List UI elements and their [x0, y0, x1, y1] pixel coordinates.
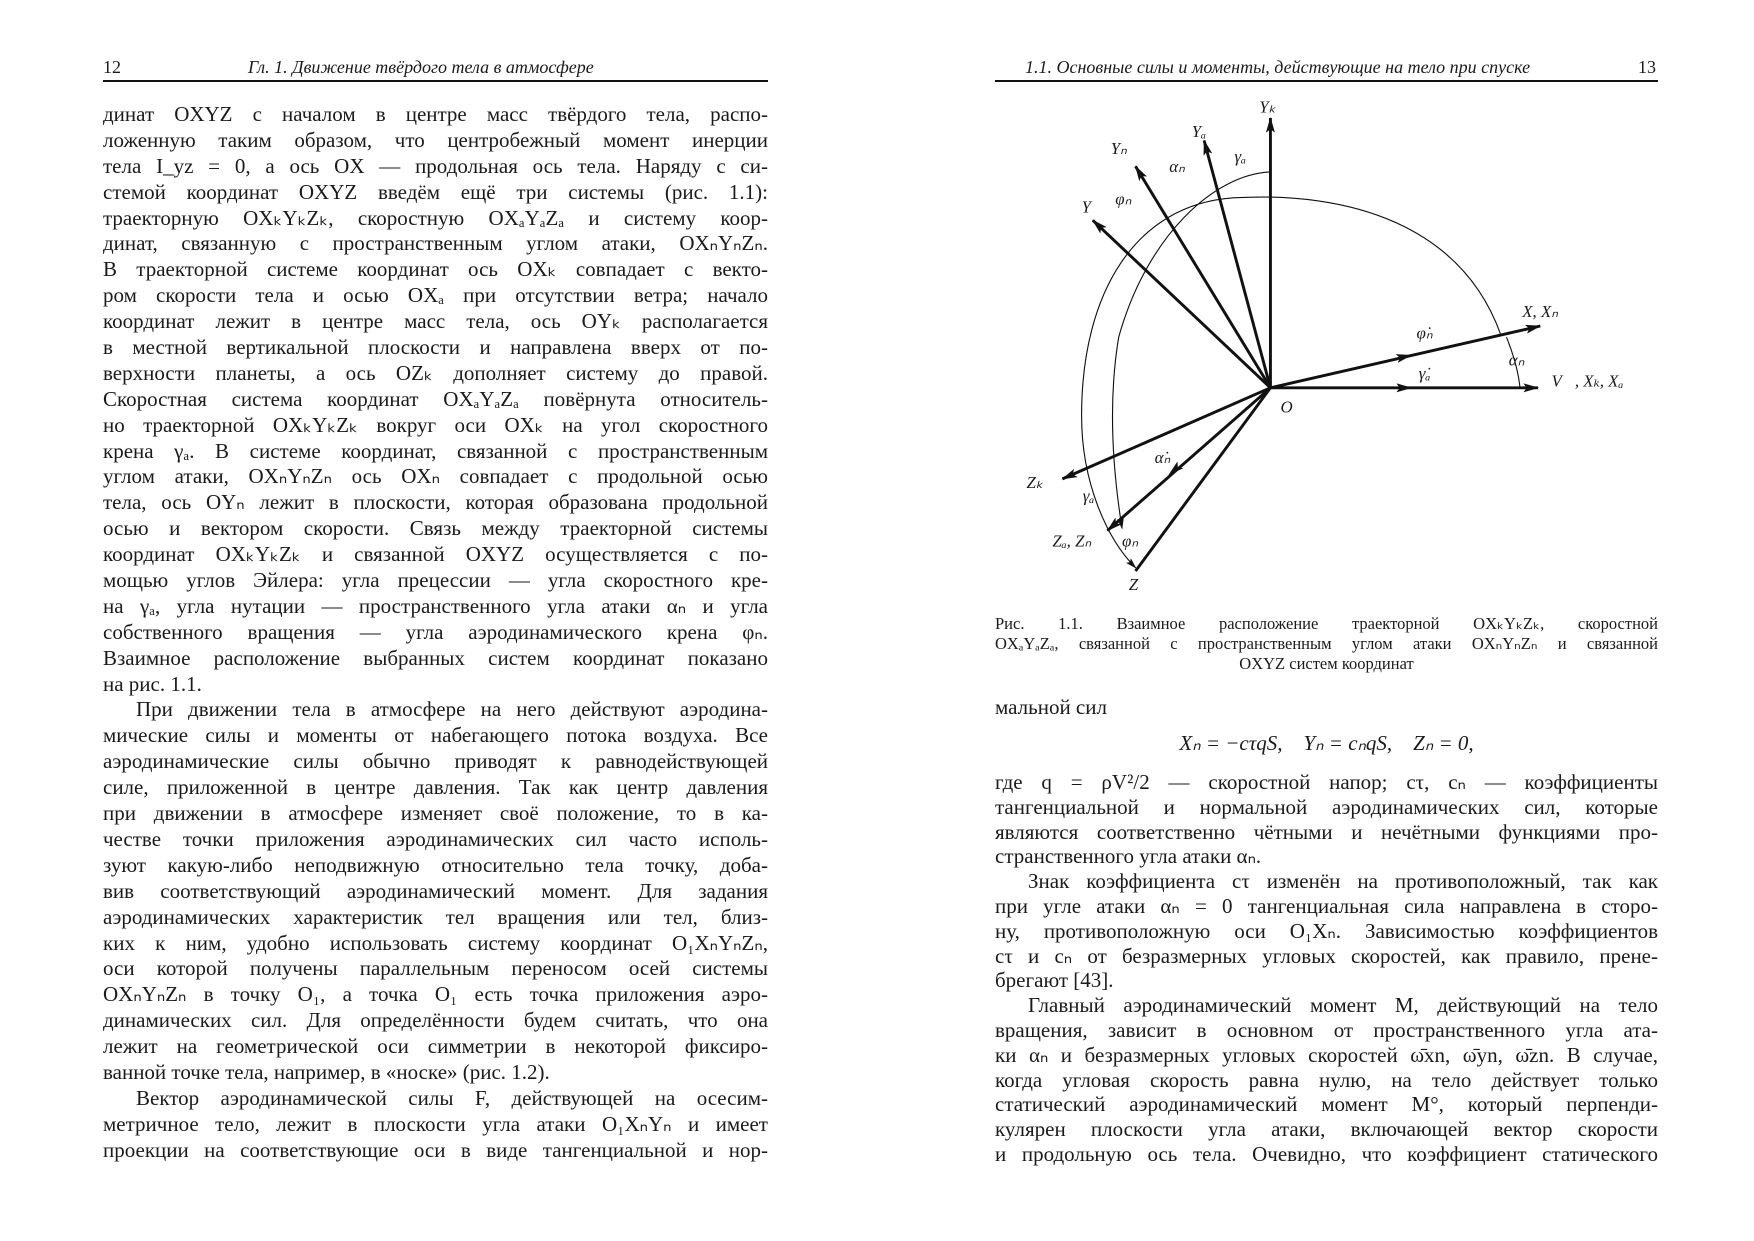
- text-line: Главный аэродинамический момент M, действующий на тело: [1028, 993, 1658, 1018]
- text-line: вращения, зависит в основном от пространственного угла ата-: [995, 1017, 1658, 1042]
- text-line: собственного вращения — угла аэродинамического крена φₙ.: [103, 619, 768, 644]
- text-line: мощью углов Эйлера: угла прецессии — угла скоростного кре-: [103, 568, 768, 593]
- label-o: O: [1280, 397, 1293, 417]
- text-line: странственного угла атаки αₙ.: [995, 844, 1262, 869]
- label-alpha-n-right: αₙ: [1508, 350, 1525, 370]
- text-line: лежит на геометрической оси симметрии в некоторой фиксиро-: [103, 1034, 768, 1059]
- text-line: и продольную ось тела. Очевидно, что коэффициент статического: [995, 1141, 1658, 1166]
- text-line: динамических сил. Для определённости будем считать, что она: [103, 1008, 768, 1033]
- text-line: но траекторной OXₖYₖZₖ вокруг оси OXₖ на угол скоростного: [103, 412, 768, 437]
- text-line: являются соответственно чётными и нечётными функциями про-: [995, 819, 1658, 844]
- axis-za-zn: [1107, 388, 1270, 531]
- label-za-zn: Zₐ, Zₙ: [1052, 531, 1092, 551]
- label-yk: Yₖ: [1259, 97, 1276, 117]
- label-zk: Zₖ: [1026, 472, 1044, 492]
- text-line: тела, ось OYₙ лежит в плоскости, которая образована продольной: [103, 490, 768, 515]
- axis-ya: [1204, 141, 1270, 388]
- text-line: кулярен плоскости угла атаки, включающей вектор скорости: [995, 1117, 1658, 1142]
- label-phi-n-dot: φ̇ₙ: [1416, 323, 1433, 343]
- label-alpha-n-dot: α̇ₙ: [1154, 448, 1171, 468]
- text-line: ну, противоположную оси O₁Xₙ. Зависимостью коэффициентов: [995, 918, 1658, 943]
- text-line: динат, связанную с пространственным углом атаки, OXₙYₙZₙ.: [103, 231, 768, 256]
- label-gamma-a-dot: γ̇ₐ: [1418, 363, 1431, 383]
- text-line: при движении в атмосфере изменяет своё положение, то в ка-: [103, 801, 768, 826]
- right-running-head-text: 1.1. Основные силы и моменты, действующие на тело при спуске: [1025, 57, 1531, 77]
- text-line: в местной вертикальной плоскости и направлена вверх от по-: [103, 335, 768, 360]
- label-z: Z: [1128, 575, 1139, 595]
- text-line: траекторную OXₖYₖZₖ, скоростную OXₐYₐZₐ и систему коор-: [103, 205, 768, 230]
- text-line: тангенциальной и нормальной аэродинамических сил, которые: [995, 794, 1658, 819]
- text-line: В траекторной системе координат ось OXₖ совпадает с векто-: [103, 257, 768, 282]
- text-line: тела I_yz = 0, а ось OX — продольная ось тела. Наряду с си-: [103, 153, 768, 178]
- label-gamma-a-bottom: γₐ: [1082, 486, 1095, 506]
- text-line: силе, приложенной в центре давления. Так как центр давления: [103, 775, 768, 800]
- lead-line: мальной сил: [995, 695, 1107, 719]
- label-phi-n-bottom: φₙ: [1122, 531, 1139, 551]
- axis-y: [1093, 220, 1271, 387]
- axis-z: [1136, 388, 1271, 571]
- label-gamma-a-top: γₐ: [1234, 146, 1247, 166]
- text-line: осью и вектором скорости. Связь между траекторной системы: [103, 516, 768, 541]
- caption-line: Рис. 1.1. Взаимное расположение траекторной OXₖYₖZₖ, скоростной: [995, 614, 1658, 633]
- text-line: крена γₐ. В системе координат, связанной с пространственным: [103, 438, 768, 463]
- text-line: стемой координат OXYZ введём ещё три системы (рис. 1.1):: [103, 179, 768, 204]
- text-line: метричное тело, лежит в плоскости угла атаки O₁XₙYₙ и имеет: [103, 1111, 768, 1136]
- text-line: углом атаки, OXₙYₙZₙ ось OXₙ совпадает с продольной осью: [103, 464, 768, 489]
- text-line: ванной точке тела, например, в «носке» (рис. 1.2).: [103, 1059, 550, 1084]
- text-line: аэродинамические силы обычно приводят к равнодействующей: [103, 749, 768, 774]
- text-line: честве точки приложения аэродинамических сил часто исполь-: [103, 826, 768, 851]
- text-line: Скоростная система координат OXₐYₐZₐ повёрнута относитель-: [103, 386, 768, 411]
- label-v-xk-xa: V⃗, Xₖ, Xₐ: [1551, 371, 1624, 391]
- text-line: ложенную таким образом, что центробежный момент инерции: [103, 127, 768, 152]
- text-line: когда угловая скорость равна нулю, на тело действует только: [995, 1067, 1658, 1092]
- text-line: брегают [43].: [995, 968, 1114, 993]
- text-line: ких к ним, удобно использовать систему координат O₁XₙYₙZₙ,: [103, 930, 768, 955]
- text-line: При движении тела в атмосфере на него действуют аэродина-: [136, 697, 768, 722]
- text-line: при угле атаки αₙ = 0 тангенциальная сила направлена в сторо-: [995, 893, 1658, 918]
- text-line: ки αₙ и безразмерных угловых скоростей ω̄xn, ω̄yn, ω̄zn. В случае,: [995, 1042, 1658, 1067]
- text-line: верхности планеты, а ось OZₖ дополняет систему до правой.: [103, 360, 768, 385]
- figure-caption: [995, 614, 1658, 674]
- text-line: Знак коэффициента cτ изменён на противоположный, так как: [1028, 869, 1658, 894]
- label-yn: Yₙ: [1110, 139, 1127, 159]
- label-alpha-n-top: αₙ: [1169, 156, 1185, 176]
- text-line: координат лежит в центре масс тела, ось OYₖ располагается: [103, 309, 768, 334]
- text-line: OXₙYₙZₙ в точку O₁, а точка O₁ есть точка приложения аэро-: [103, 982, 768, 1007]
- text-line: где q = ρV²/2 — скоростной напор; cτ, cₙ — коэффициенты: [995, 770, 1658, 794]
- text-line: вив соответствующий аэродинамический момент. Для задания: [103, 878, 768, 903]
- text-line: на рис. 1.1.: [103, 671, 202, 696]
- label-ya: Yₐ: [1191, 122, 1207, 142]
- text-line: cτ и cₙ от безразмерных угловых скоростей, как правило, прене-: [995, 943, 1658, 968]
- text-line: проекции на соответствующие оси в виде тангенциальной и нор-: [103, 1137, 768, 1162]
- text-line: динат OXYZ с началом в центре масс твёрдого тела, распо-: [103, 102, 768, 126]
- label-phi-n-top: φₙ: [1115, 189, 1132, 209]
- text-line: Взаимное расположение выбранных систем координат показано: [103, 645, 768, 670]
- text-line: мические силы и моменты от набегающего потока воздуха. Все: [103, 723, 768, 748]
- right-page-number: 13: [1638, 57, 1656, 77]
- caption-line: OXₐYₐZₐ, связанной с пространственным углом атаки OXₙYₙZₙ и связанной: [995, 634, 1658, 653]
- text-line: Вектор аэродинамической силы F, действующей на осесим-: [136, 1085, 768, 1110]
- left-page-number: 12: [103, 57, 121, 77]
- text-line: аэродинамических характеристик тел вращения или тел, близ-: [103, 904, 768, 929]
- label-x-xn: X, Xₙ: [1522, 301, 1558, 321]
- axis-x-xn: [1270, 326, 1540, 388]
- text-line: координат OXₖYₖZₖ и связанной OXYZ осуществляется с по-: [103, 542, 768, 567]
- label-y: Y: [1081, 197, 1091, 217]
- right-body-text: [995, 770, 1658, 1167]
- text-line: статический аэродинамический момент M°, который перпенди-: [995, 1092, 1658, 1117]
- caption-line: OXYZ систем координат: [1239, 654, 1414, 673]
- formula-forces: Xₙ = −cτqS, Yₙ = cₙqS, Zₙ = 0,: [1179, 731, 1474, 755]
- left-running-head-text: Гл. 1. Движение твёрдого тела в атмосфере: [248, 57, 594, 77]
- text-line: на γₐ, угла нутации — пространственного угла атаки αₙ и угла: [103, 593, 768, 618]
- text-line: оси которой получены параллельным переносом осей системы: [103, 956, 768, 981]
- text-line: ром скорости тела и осью OXₐ при отсутствии ветра; начало: [103, 283, 768, 308]
- text-line: зуют какую-либо неподвижную относительно тела точку, доба-: [103, 852, 768, 877]
